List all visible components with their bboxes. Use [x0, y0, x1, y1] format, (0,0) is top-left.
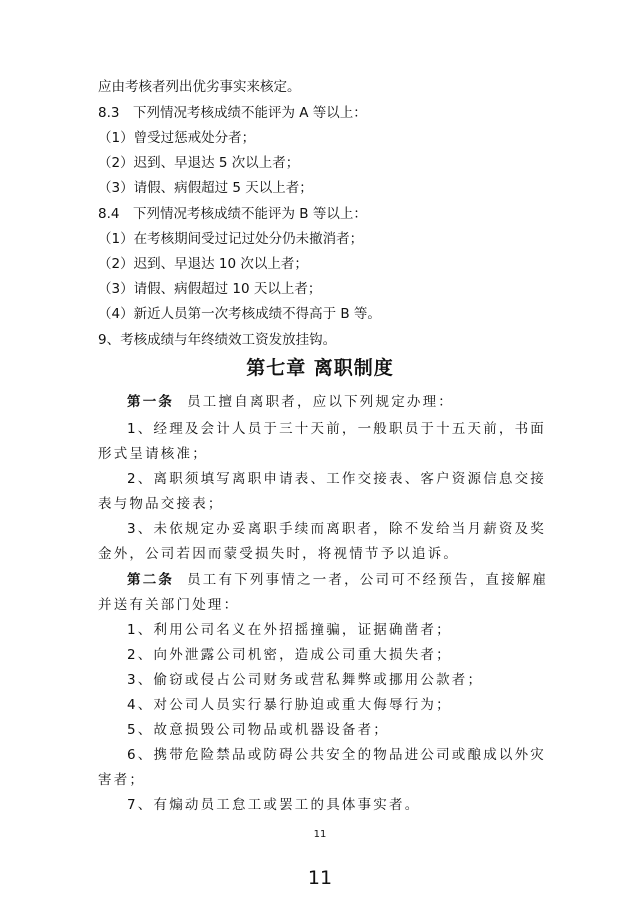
list-item: 6、携带危险禁品或防碍公共安全的物品进公司或酿成以外灾: [127, 747, 546, 763]
list-item: 1、经理及会计人员于三十天前，一般职员于十五天前，书面: [127, 421, 546, 437]
article-2-label: 第二条: [127, 572, 175, 588]
list-item: （1）在考核期间受过记过处分仍未撤消者；: [98, 231, 364, 247]
list-item: （3）请假、病假超过 5 天以上者；: [98, 180, 313, 196]
page-number-small: 11: [313, 829, 327, 840]
list-item: （2）迟到、早退达 5 次以上者；: [98, 155, 300, 171]
list-item: 7、有煽动员工怠工或罢工的具体事实者。: [127, 797, 421, 813]
list-item: 2、向外泄露公司机密，造成公司重大损失者；: [127, 647, 452, 663]
list-item: 5、故意损毁公司物品或机器设备者；: [127, 722, 389, 738]
list-item: 3、未依规定办妥离职手续而离职者，除不发给当月薪资及奖: [127, 521, 546, 537]
article-1-label: 第一条: [127, 394, 175, 410]
list-item-continuation: 金外，公司若因而蒙受损失时，将视情节予以追诉。: [98, 546, 460, 562]
list-item: 4、对公司人员实行暴行胁迫或重大侮辱行为；: [127, 697, 452, 713]
article-1-text: 员工擅自离职者，应以下列规定办理：: [187, 394, 454, 410]
article-2-continuation: 并送有关部门处理：: [98, 597, 240, 613]
list-item: 2、离职须填写离职申请表、工作交接表、客户资源信息交接: [127, 471, 546, 487]
section-8-3-heading: 8.3 下列情况考核成绩不能评为 A 等以上：: [98, 105, 367, 121]
list-item: 1、利用公司名义在外招摇撞骗，证据确凿者；: [127, 622, 452, 638]
text-line: 应由考核者列出优劣事实来核定。: [98, 79, 301, 95]
section-8-4-heading: 8.4 下列情况考核成绩不能评为 B 等以上：: [98, 206, 367, 222]
list-item: （2）迟到、早退达 10 次以上者；: [98, 256, 308, 272]
list-item: 3、偷窃或侵占公司财务或营私舞弊或挪用公款者；: [127, 672, 484, 688]
article-2-text: 员工有下列事情之一者，公司可不经预告，直接解雇: [187, 572, 549, 588]
list-item: （3）请假、病假超过 10 天以上者；: [98, 281, 322, 297]
article-2-line: [127, 570, 548, 590]
section-9-text: 9、考核成绩与年终绩效工资发放挂钩。: [98, 332, 337, 348]
article-1-line: [127, 392, 454, 412]
list-item: （4）新近人员第一次考核成绩不得高于 B 等。: [98, 306, 381, 322]
chapter-title: 第七章 离职制度: [246, 357, 394, 379]
page-number-large: 11: [307, 867, 333, 889]
list-item-continuation: 表与物品交接表；: [98, 496, 224, 512]
list-item: （1）曾受过惩戒处分者；: [98, 130, 256, 146]
list-item-continuation: 形式呈请核准；: [98, 446, 208, 462]
list-item-continuation: 害者；: [98, 772, 146, 788]
